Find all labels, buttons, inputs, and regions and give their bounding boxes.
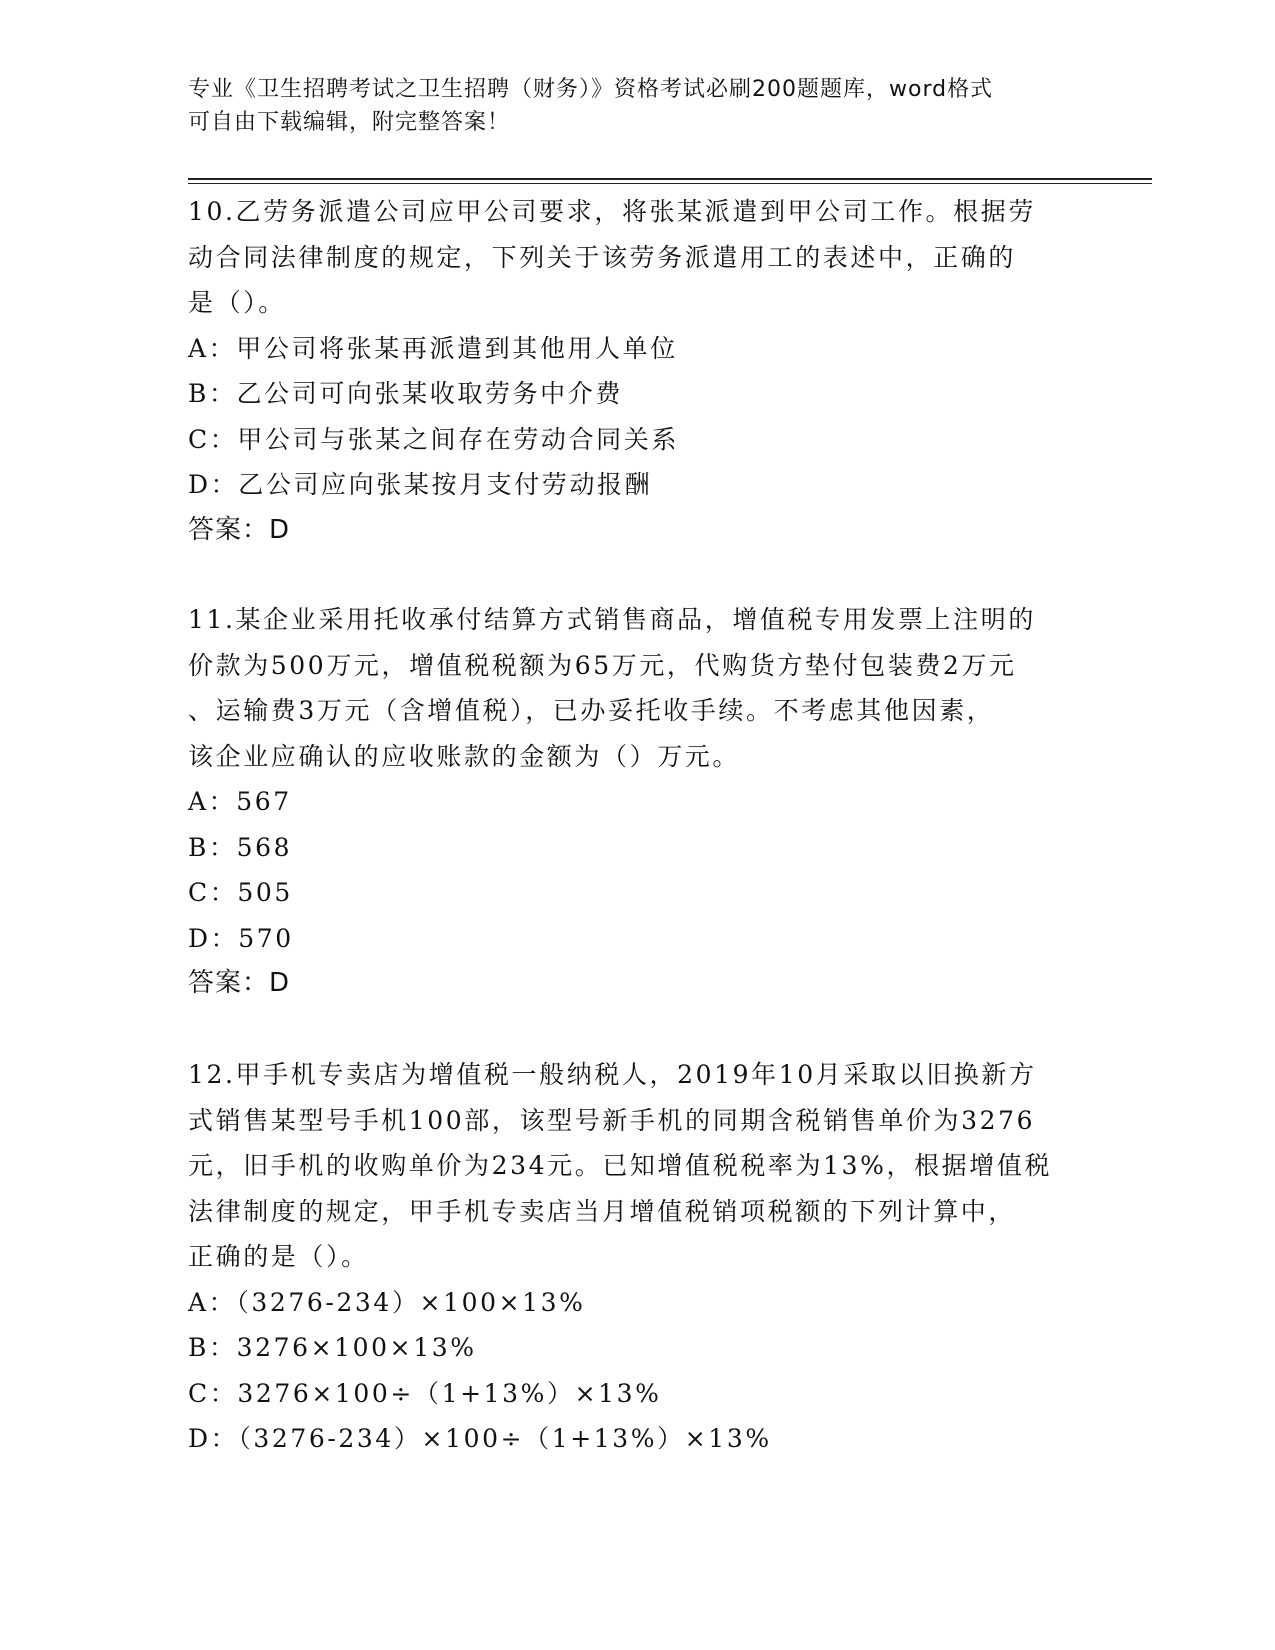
question-text-line: 动合同法律制度的规定，下列关于该劳务派遣用工的表述中，正确的 [188, 242, 1017, 272]
question-text-line: 元，旧手机的收购单价为234元。已知增值税税率为13%，根据增值税 [188, 1151, 1053, 1180]
question-text-line: 11.某企业采用托收承付结算方式销售商品，增值税专用发票上注明的 [188, 605, 1036, 634]
question-text-line: 、运输费3万元（含增值税），已办妥托收手续。不考虑其他因素， [188, 696, 995, 725]
question-text-line: 12.甲手机专卖店为增值税一般纳税人，2019年10月采取以旧换新方 [188, 1060, 1037, 1089]
answer-label: 答案：D [188, 514, 291, 545]
option-b: B：568 [188, 832, 293, 862]
document-header [188, 73, 1068, 139]
header-divider-thin [188, 183, 1152, 184]
option-d: D：乙公司应向张某按月支付劳动报酬 [188, 470, 653, 499]
option-b: B：乙公司可向张某收取劳务中介费 [188, 379, 623, 408]
answer-label: 答案：D [188, 968, 291, 998]
option-c: C：甲公司与张某之间存在劳动合同关系 [188, 424, 679, 454]
question-text-line: 10.乙劳务派遣公司应甲公司要求，将张某派遣到甲公司工作。根据劳 [188, 197, 1036, 226]
question-11 [188, 597, 1088, 1007]
question-text-line: 是（）。 [188, 288, 286, 317]
question-text-line: 法律制度的规定，甲手机专卖店当月增值税销项税额的下列计算中， [188, 1196, 1017, 1226]
option-b: B：3276×100×13% [188, 1333, 477, 1362]
option-d: D：（3276-234）×100÷（1+13%）×13% [188, 1424, 772, 1453]
question-text-line: 正确的是（）。 [188, 1242, 369, 1271]
question-10 [188, 189, 1088, 553]
header-line-1: 专业《卫生招聘考试之卫生招聘（财务）》资格考试必刷200题题库，word格式 [188, 77, 994, 102]
question-12 [188, 1052, 1088, 1462]
header-line-2: 可自由下载编辑，附完整答案！ [188, 110, 511, 135]
question-text-line: 该企业应确认的应收账款的金额为（）万元。 [188, 741, 741, 771]
question-text-line: 式销售某型号手机100部，该型号新手机的同期含税销售单价为3276 [188, 1105, 1036, 1135]
option-c: C：505 [188, 878, 293, 907]
question-text-line: 价款为500万元，增值税税额为65万元，代购货方垫付包装费2万元 [188, 650, 1017, 680]
option-c: C：3276×100÷（1+13%）×13% [188, 1378, 662, 1408]
header-divider-thick [188, 178, 1152, 180]
option-d: D：570 [188, 923, 294, 953]
option-a: A：（3276-234）×100×13% [188, 1287, 586, 1317]
option-a: A：甲公司将张某再派遣到其他用人单位 [188, 333, 678, 363]
option-a: A：567 [188, 787, 292, 816]
